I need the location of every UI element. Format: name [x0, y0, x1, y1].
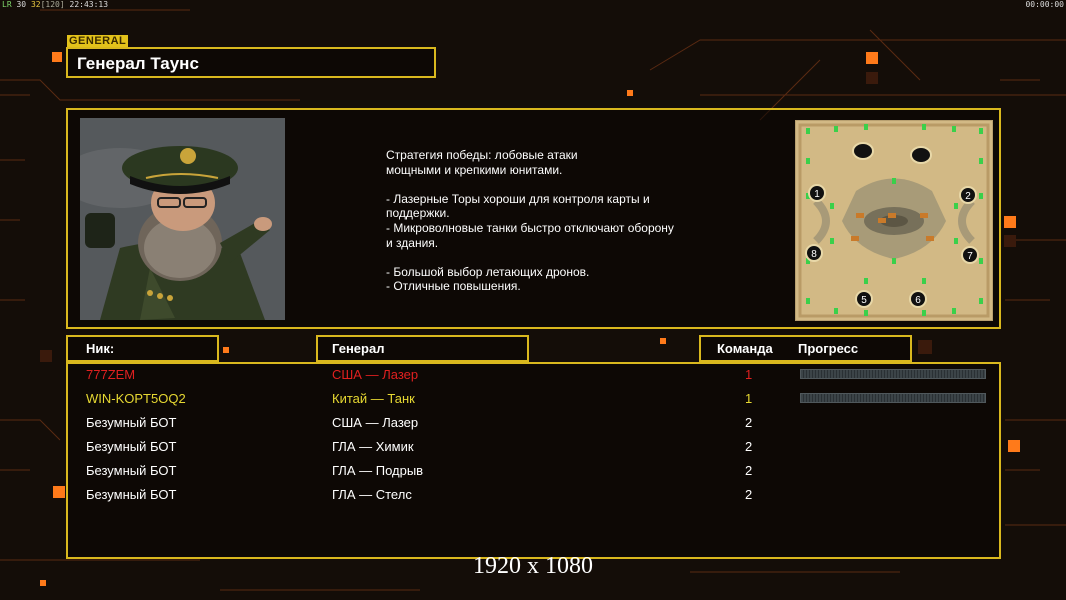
player-nick: Безумный БОТ — [86, 463, 177, 478]
map-resource-marker — [979, 158, 983, 164]
map-resource-marker — [922, 310, 926, 316]
map-start-label: 2 — [965, 191, 971, 202]
player-nick: Безумный БОТ — [86, 487, 177, 502]
player-progress-bar — [800, 369, 986, 379]
map-resource-marker — [952, 308, 956, 314]
map-resource-marker — [979, 298, 983, 304]
map-resource-marker — [954, 238, 958, 244]
general-name: Генерал Таунс — [77, 54, 199, 73]
map-resource-marker — [952, 126, 956, 132]
player-nick: 777ZEM — [86, 367, 136, 382]
hud-tag: LR — [2, 0, 12, 9]
map-start-position[interactable] — [910, 291, 926, 307]
map-resource-marker — [954, 203, 958, 209]
map-start-position[interactable] — [856, 291, 872, 307]
map-start-label: 5 — [861, 295, 867, 306]
map-resource-marker — [806, 128, 810, 134]
map-resource-marker — [830, 238, 834, 244]
hud-value-b: 32 — [30, 0, 41, 9]
player-row[interactable] — [68, 485, 999, 509]
player-general[interactable]: ГЛА — Подрыв — [332, 463, 424, 478]
map-start-position[interactable] — [809, 185, 825, 201]
hud-value-c: [120] — [40, 0, 65, 9]
column-header-general[interactable] — [316, 335, 529, 362]
map-preview-image — [796, 121, 992, 320]
hud-timer: 00:00:00 — [1025, 0, 1064, 9]
player-general[interactable]: США — Лазер — [332, 415, 419, 430]
player-team[interactable]: 1 — [745, 391, 753, 406]
map-resource-marker — [830, 203, 834, 209]
map-resource-marker — [864, 310, 868, 316]
map-start-position[interactable] — [806, 245, 822, 261]
general-tag: GENERAL — [69, 35, 127, 47]
general-description: Стратегия победы: лобовые атаки мощными и крепкими юнитами. - Лазерные Торы хороши для контроля карты и поддержки. - Микроволновые танки быстро отключают оборону и здания. - Большой выбор летающих дронов. - Отличные повышения. — [386, 148, 674, 294]
player-general[interactable]: ГЛА — Стелс — [332, 487, 412, 502]
column-header-team-progress[interactable] — [699, 335, 912, 362]
column-header-team-label: Команда — [717, 341, 773, 356]
player-team[interactable]: 2 — [745, 487, 753, 502]
map-start-label: 7 — [967, 251, 973, 262]
map-start-label: 8 — [811, 249, 817, 260]
map-resource-marker — [806, 298, 810, 304]
map-resource-marker — [892, 178, 896, 184]
player-row[interactable] — [68, 365, 999, 389]
player-nick: Безумный БОТ — [86, 415, 177, 430]
player-row[interactable] — [68, 389, 999, 413]
hud-clock: 22:43:13 — [69, 0, 109, 9]
player-general[interactable]: Китай — Танк — [332, 391, 415, 406]
map-resource-marker — [892, 258, 896, 264]
player-general[interactable]: США — Лазер — [332, 367, 419, 382]
general-portrait — [80, 118, 285, 320]
general-info-panel — [66, 108, 1001, 329]
hud-value-a: 30 — [16, 0, 27, 9]
general-title-box — [66, 47, 436, 78]
column-header-general-label: Генерал — [332, 341, 385, 356]
column-header-nick-label: Ник: — [86, 341, 115, 356]
map-resource-marker — [922, 278, 926, 284]
player-progress-bar — [800, 393, 986, 403]
map-resource-marker — [806, 158, 810, 164]
players-list — [66, 362, 1001, 559]
player-general[interactable]: ГЛА — Химик — [332, 439, 414, 454]
player-row[interactable] — [68, 461, 999, 485]
map-resource-marker — [922, 124, 926, 130]
general-portrait-image — [80, 118, 285, 320]
map-start-position[interactable] — [960, 187, 976, 203]
debug-hud-left — [2, 0, 108, 9]
map-resource-marker — [979, 193, 983, 199]
player-team[interactable]: 2 — [745, 463, 753, 478]
map-start-label: 6 — [915, 295, 921, 306]
map-resource-marker — [864, 278, 868, 284]
map-resource-marker — [864, 124, 868, 130]
player-nick: WIN-KOPT5OQ2 — [86, 391, 186, 406]
player-nick: Безумный БОТ — [86, 439, 177, 454]
map-preview[interactable] — [795, 120, 993, 321]
player-row[interactable] — [68, 413, 999, 437]
resolution-label: 1920 x 1080 — [473, 553, 593, 579]
map-resource-marker — [834, 308, 838, 314]
player-team[interactable]: 2 — [745, 415, 753, 430]
map-resource-marker — [834, 126, 838, 132]
map-start-position[interactable] — [962, 247, 978, 263]
map-resource-marker — [979, 128, 983, 134]
map-resource-marker — [979, 258, 983, 264]
player-team[interactable]: 1 — [745, 367, 753, 382]
column-header-nick[interactable] — [66, 335, 219, 362]
player-team[interactable]: 2 — [745, 439, 753, 454]
player-row[interactable] — [68, 437, 999, 461]
map-start-label: 1 — [814, 189, 820, 200]
column-header-progress-label: Прогресс — [798, 341, 859, 356]
